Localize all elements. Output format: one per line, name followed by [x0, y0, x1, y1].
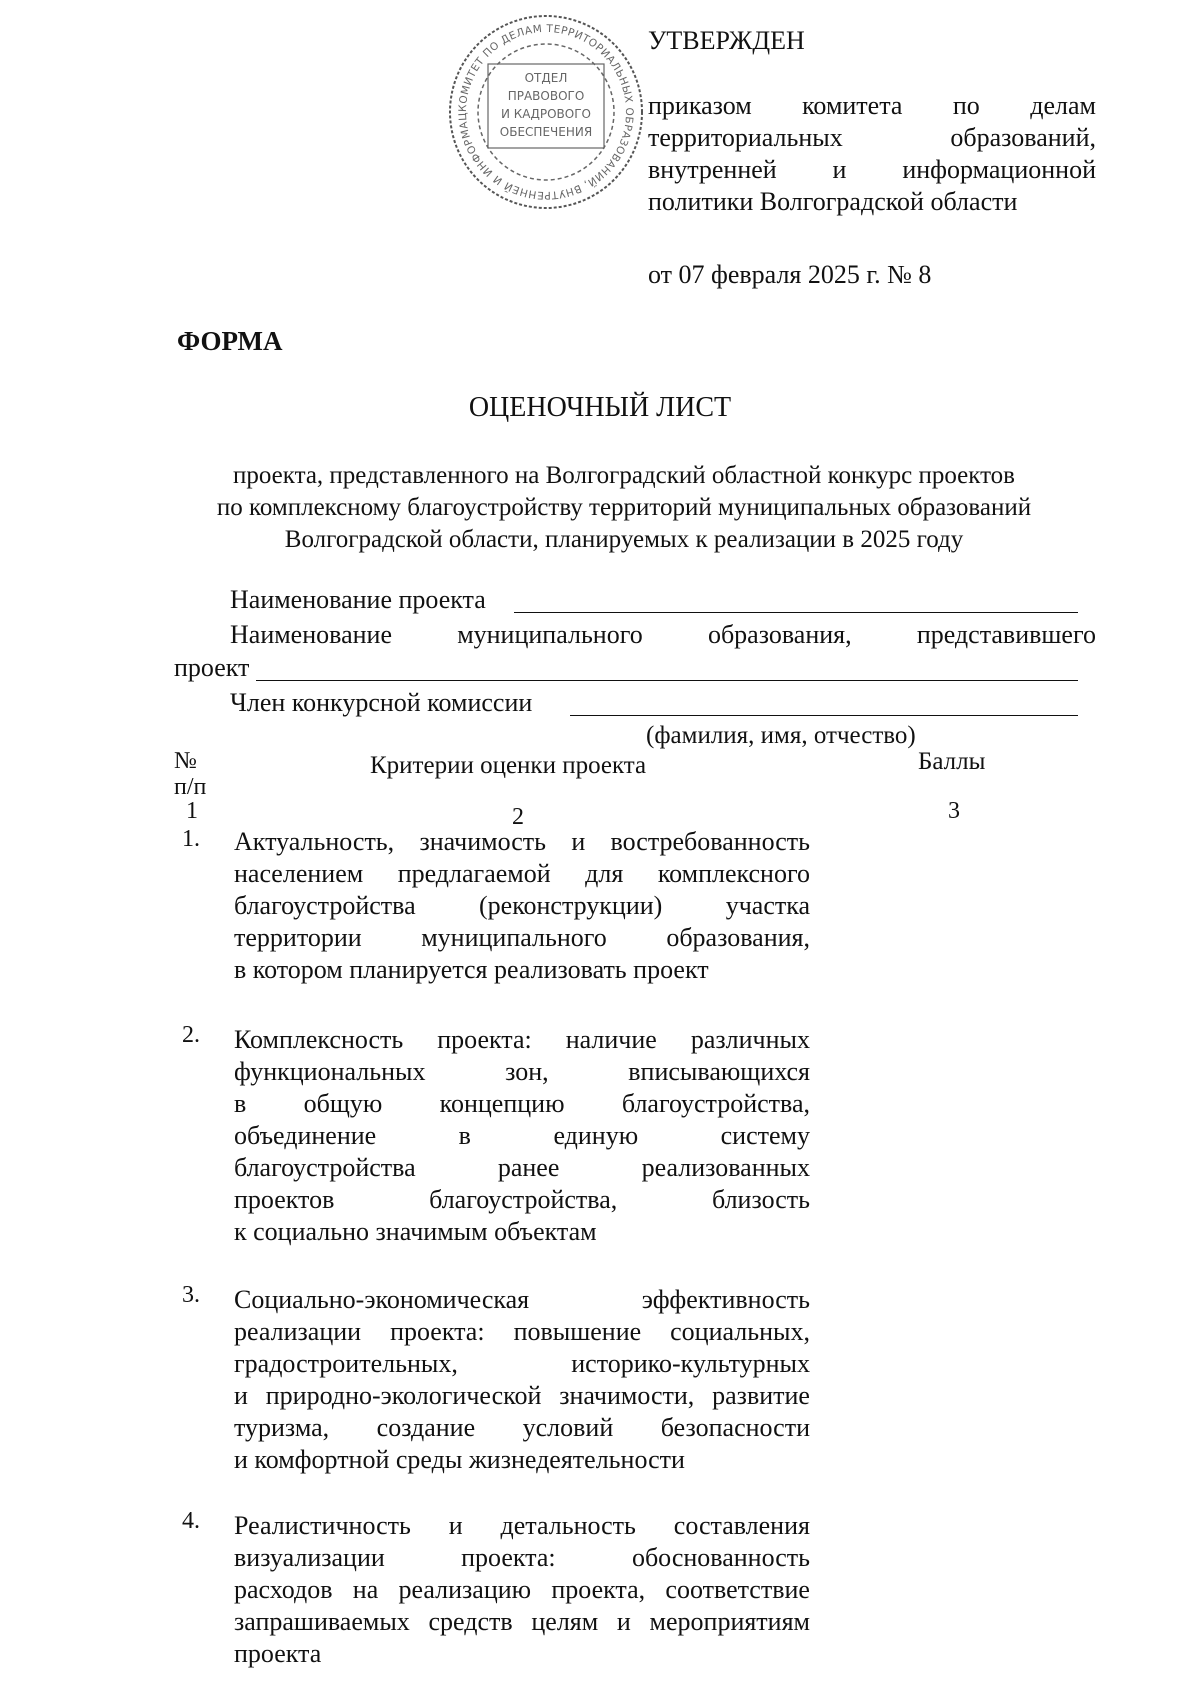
- word: безопасности: [660, 1413, 810, 1442]
- word: общую: [303, 1089, 383, 1118]
- word: приказом: [648, 91, 752, 120]
- word: на: [352, 1575, 379, 1604]
- word: Комплексность: [234, 1025, 404, 1054]
- word: социальных,: [670, 1317, 810, 1346]
- commission-member-hint: (фамилия, имя, отчество): [646, 722, 916, 749]
- word: предлагаемой: [397, 859, 551, 888]
- word: составления: [673, 1511, 810, 1540]
- word: благоустройства: [234, 1153, 416, 1182]
- criterion-line: [234, 1606, 810, 1638]
- criterion-line: и комфортной среды жизнедеятельности: [234, 1445, 685, 1474]
- column-number-3: 3: [948, 798, 960, 824]
- criterion-text: [234, 1510, 810, 1670]
- word: детальность: [500, 1511, 636, 1540]
- criterion-line: в котором планируется реализовать проект: [234, 955, 709, 984]
- word: визуализации: [234, 1543, 385, 1572]
- word: расходов: [234, 1575, 333, 1604]
- criterion-line: [234, 1056, 810, 1088]
- municipality-label-cont: проект: [174, 653, 250, 682]
- word: эффективность: [641, 1285, 810, 1314]
- word: и: [571, 827, 586, 856]
- word: природно-экологической: [265, 1381, 542, 1410]
- approval-order-line: политики Волгоградской области: [648, 187, 1018, 216]
- word: зон,: [505, 1057, 549, 1086]
- project-name-label: Наименование проекта: [230, 585, 486, 614]
- word: территории: [234, 923, 362, 952]
- word: условий: [522, 1413, 614, 1442]
- document-subtitle: [150, 460, 1098, 556]
- criterion-line: [234, 1574, 810, 1606]
- criterion-number: 1.: [182, 826, 200, 852]
- stamp-center-line: ОТДЕЛ: [524, 71, 568, 85]
- word: запрашиваемых: [234, 1607, 410, 1636]
- word: и: [832, 155, 847, 184]
- header-line: п/п: [174, 774, 207, 800]
- criterion-line: [234, 1316, 810, 1348]
- criterion-line: [234, 1152, 810, 1184]
- word: различных: [690, 1025, 810, 1054]
- subtitle-line: проекта, представленного на Волгоградский областной конкурс проектов: [233, 462, 1015, 489]
- approval-date: от 07 февраля 2025 г. № 8: [648, 260, 932, 289]
- word: систему: [720, 1121, 810, 1150]
- word: и: [234, 1381, 248, 1410]
- criterion-text: [234, 1284, 810, 1476]
- criterion-line: [234, 1284, 810, 1316]
- word: Реалистичность: [234, 1511, 411, 1540]
- column-criteria-header: Критерии оценки проекта: [370, 752, 647, 779]
- word: населением: [234, 859, 364, 888]
- criterion-text: [234, 1024, 810, 1248]
- word: муниципального: [421, 923, 607, 952]
- approval-order-line: [648, 90, 1096, 122]
- word: функциональных: [234, 1057, 426, 1086]
- word: проекта:: [437, 1025, 532, 1054]
- criterion-number: 3.: [182, 1282, 200, 1308]
- word: Наименование: [230, 620, 392, 649]
- criterion-line: к социально значимым объектам: [234, 1217, 597, 1246]
- criterion-line: [234, 890, 810, 922]
- word: объединение: [234, 1121, 377, 1150]
- criterion-text: [234, 826, 810, 986]
- word: муниципального: [457, 620, 643, 649]
- header-line: №: [174, 748, 197, 774]
- criterion-line: проекта: [234, 1639, 322, 1668]
- word: мероприятиям: [649, 1607, 810, 1636]
- word: единую: [553, 1121, 639, 1150]
- word: благоустройства,: [621, 1089, 810, 1118]
- word: комитета: [802, 91, 903, 120]
- criterion-number: 4.: [182, 1508, 200, 1534]
- word: образования,: [666, 923, 810, 952]
- criterion-line: [234, 826, 810, 858]
- word: реализации: [234, 1317, 362, 1346]
- word: проекта:: [390, 1317, 485, 1346]
- approval-order-line: [648, 154, 1096, 186]
- word: проекта,: [551, 1575, 646, 1604]
- word: повышение: [513, 1317, 642, 1346]
- word: для: [585, 859, 624, 888]
- criterion-line: [234, 1348, 810, 1380]
- word: внутренней: [648, 155, 777, 184]
- word: ранее: [497, 1153, 560, 1182]
- commission-member-blank[interactable]: [570, 715, 1078, 716]
- word: целям: [531, 1607, 599, 1636]
- word: Актуальность,: [234, 827, 395, 856]
- word: концепцию: [439, 1089, 565, 1118]
- word: историко-культурных: [571, 1349, 810, 1378]
- stamp-center-line: ОБЕСПЕЧЕНИЯ: [499, 125, 593, 139]
- word: соответствие: [665, 1575, 810, 1604]
- criterion-line: [234, 858, 810, 890]
- project-name-blank[interactable]: [514, 612, 1078, 613]
- commission-member-label: Член конкурсной комиссии: [230, 688, 533, 717]
- stamp-ring-text: КОМИТЕТ ПО ДЕЛАМ ТЕРРИТОРИАЛЬНЫХ ОБРАЗОВАНИЙ, ВНУТРЕННЕЙ И ИНФОРМАЦ: [456, 22, 636, 202]
- criterion-line: [234, 1184, 810, 1216]
- criterion-line: [234, 922, 810, 954]
- word: проектов: [234, 1185, 335, 1214]
- column-number-2: 2: [512, 804, 524, 830]
- official-stamp: [446, 12, 646, 212]
- form-label: ФОРМА: [177, 326, 283, 356]
- stamp-center-line: ПРАВОВОГО: [507, 89, 585, 103]
- subtitle-line: Волгоградской области, планируемых к реализации в 2025 году: [284, 526, 964, 553]
- word: благоустройства,: [429, 1185, 618, 1214]
- word: (реконструкции): [479, 891, 663, 920]
- column-number-1: 1: [186, 798, 198, 824]
- criterion-number: 2.: [182, 1022, 200, 1048]
- word: вписывающихся: [628, 1057, 810, 1086]
- word: комплексного: [657, 859, 810, 888]
- word: градостроительных,: [234, 1349, 458, 1378]
- word: и: [448, 1511, 463, 1540]
- word: по: [952, 91, 980, 120]
- approval-order: [648, 90, 1096, 218]
- word: туризма,: [234, 1413, 330, 1442]
- word: значимости,: [559, 1381, 695, 1410]
- criterion-line: [234, 1510, 810, 1542]
- word: средств: [428, 1607, 513, 1636]
- municipality-blank[interactable]: [256, 680, 1078, 681]
- column-number-header: [174, 748, 206, 800]
- criterion-line: [234, 1120, 810, 1152]
- approval-label: УТВЕРЖДЕН: [648, 26, 805, 55]
- word: обоснованность: [631, 1543, 810, 1572]
- stamp-seal-icon: [446, 12, 646, 212]
- approval-order-line: [648, 122, 1096, 154]
- word: территориальных: [648, 123, 843, 152]
- word: развитие: [712, 1381, 810, 1410]
- word: в: [458, 1121, 471, 1150]
- word: востребованность: [610, 827, 810, 856]
- criterion-line: [234, 1412, 810, 1444]
- criterion-line: [234, 1088, 810, 1120]
- municipality-label: [230, 619, 1096, 651]
- criterion-line: [234, 1024, 810, 1056]
- subtitle-line: по комплексному благоустройству территорий муниципальных образований: [216, 494, 1032, 521]
- word: создание: [376, 1413, 476, 1442]
- criterion-line: [234, 1380, 810, 1412]
- word: и: [616, 1607, 631, 1636]
- word: Социально-экономическая: [234, 1285, 530, 1314]
- word: образований,: [950, 123, 1096, 152]
- criterion-line: [234, 1542, 810, 1574]
- word: участка: [725, 891, 810, 920]
- word: наличие: [565, 1025, 657, 1054]
- word: делам: [1030, 91, 1096, 120]
- word: информационной: [902, 155, 1096, 184]
- word: представившего: [916, 620, 1096, 649]
- word: образования,: [707, 620, 852, 649]
- word: реализацию: [398, 1575, 532, 1604]
- column-score-header: Баллы: [918, 748, 986, 775]
- document-title: ОЦЕНОЧНЫЙ ЛИСТ: [468, 392, 732, 423]
- word: в: [234, 1089, 247, 1118]
- word: значимость: [419, 827, 547, 856]
- word: реализованных: [641, 1153, 810, 1182]
- word: благоустройства: [234, 891, 416, 920]
- stamp-center-line: И КАДРОВОГО: [500, 107, 592, 121]
- word: проекта:: [461, 1543, 556, 1572]
- word: близость: [712, 1185, 810, 1214]
